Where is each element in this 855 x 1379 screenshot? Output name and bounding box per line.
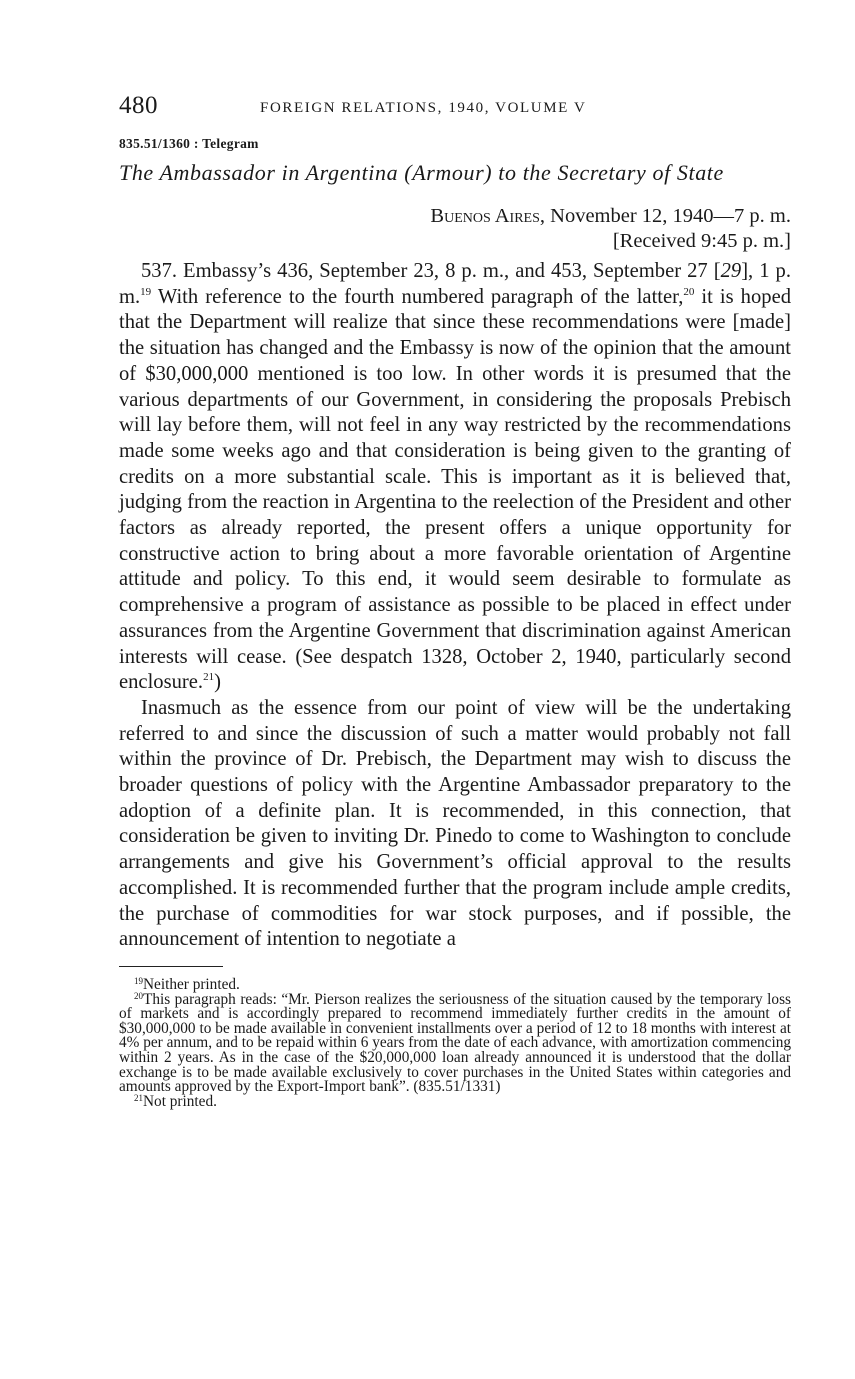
file-reference: 835.51/1360 : Telegram [119,136,259,151]
dateline [119,204,791,229]
paragraph-2: Inasmuch as the essence from our point of view will be the undertaking referred to and since the discussion of such a matter would probably not fall within the province of Dr. Prebisch, the Department may wish to discuss the broader questions of policy with the Argentine Ambassador preparatory to the adoption of a definite plan. It is recommended, in this connection, that consideration be given to inviting Dr. Pinedo to come to Washington to conclude arrangements and give his Government’s official approval to the results accomplished. It is recommended further that the program include ample credits, the purchase of commodities for war stock purposes, and if possible, the announcement of intention to negotiate a [119,696,791,951]
dateline-place: Buenos Aires [430,205,540,227]
paragraph-1-bracket-date: 29 [720,260,742,282]
document-page [119,92,791,1109]
footnote-21 [119,1092,791,1110]
paragraph-1-part-a: 537. Embassy’s 436, September 23, 8 p. m., and 453, September 27 [ [141,260,721,282]
paragraph-1-part-b: ], 1 p. m. [119,260,791,308]
footnote-divider [119,966,223,967]
footnote-text: Neither printed. [143,975,240,993]
paragraph-1-part-c: With reference to the fourth numbered paragraph of the latter, [151,285,684,308]
footnote-text: Not printed. [143,1092,217,1110]
footnote-number: 19 [134,975,143,986]
footnote-number: 21 [134,1092,143,1103]
footnote-ref-20: 20 [683,285,695,298]
paragraph-1-part-d: it is hoped that the Department will realize that since these recommendations were [made] the situation has changed and the Embassy is now of the opinion that the amount of $30,000,000 mentioned is too low. In other words it is presumed that the various departments of our Government, in considering the proposals Prebisch will lay before them, will not feel in any way restricted by the recommendations made some weeks ago and that consideration is being given to the granting of credits on a more substantial scale. This is important as it is believed that, judging from the reaction in Argentina to the reelection of the President and other factors as already reported, the present offers a unique opportunity for constructive action to bring about a more favorable orientation of Argentine attitude and policy. To this end, it would seem desirable to formulate as comprehensive a program of assistance as possible to be placed in effect under assurances from the Argentine Government that discrimination against American interests will cease. (See despatch 1328, October 2, 1940, particularly second enclosure. [119,285,792,694]
footnote-20 [119,990,791,1096]
footnote-ref-21: 21 [203,671,215,684]
footnotes [119,975,791,1110]
document-title: The Ambassador in Argentina (Armour) to the Secretary of State [119,160,724,185]
paragraph-1 [119,259,791,696]
page-header [119,92,791,126]
received-note: [Received 9:45 p. m.] [612,230,791,252]
footnote-ref-19: 19 [140,285,152,298]
telegram-body [119,259,791,953]
dateline-date: , November 12, 1940—7 p. m. [539,205,791,227]
running-head: FOREIGN RELATIONS, 1940, VOLUME V [260,100,587,116]
footnote-number: 20 [134,990,143,1001]
footnote-text: This paragraph reads: “Mr. Pierson realizes the seriousness of the situation caused by the temporary loss of markets and is accordingly prepared to recommend immediately further credits in the amount of $30,000,000 to be made available in convenient installments over a period of 12 to 18 months with interest at 4% per annum, and to be repaid within 6 years from the date of each advance, with amortization commencing within 2 years. As in the case of the $20,000,000 loan already announced it is understood that the dollar exchange is to be made available exclusively to cover purchases in the United States within categories and amounts approved by the Export-Import bank”. (835.51/1331) [119,990,791,1096]
paragraph-1-part-e: ) [214,671,221,694]
page-number: 480 [119,92,158,119]
